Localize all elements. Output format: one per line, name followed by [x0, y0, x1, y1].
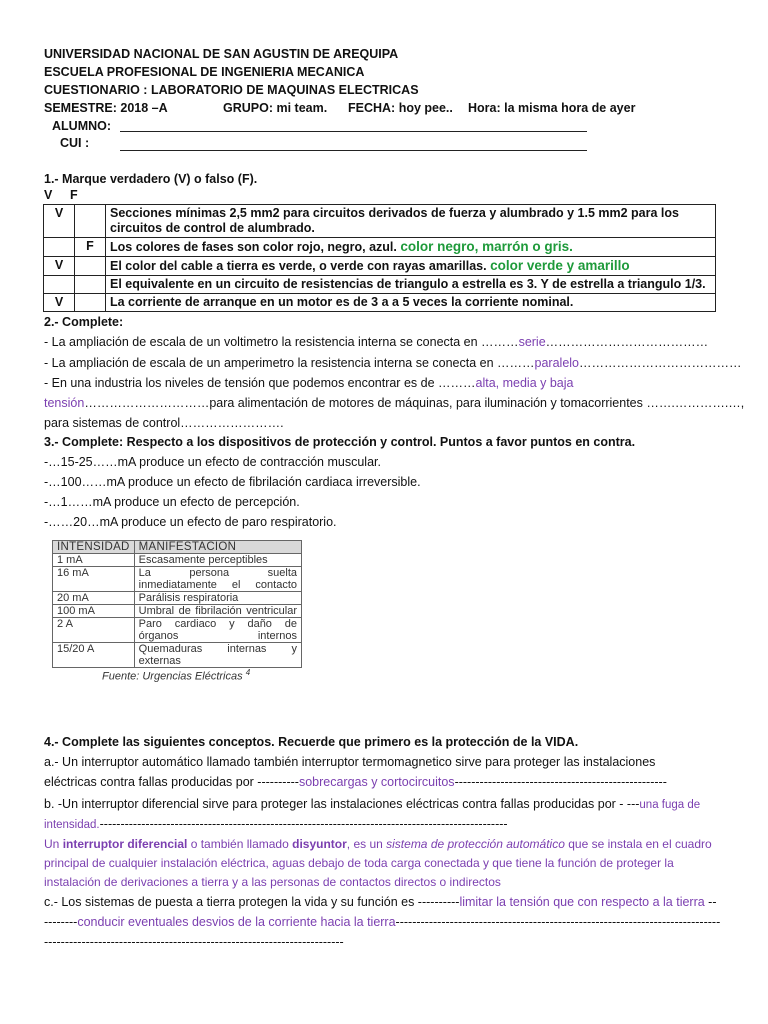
q1-col-v: V — [44, 188, 53, 202]
manifestation-cell: Parálisis respiratoria — [134, 592, 301, 605]
q1-row — [44, 205, 716, 238]
manifestation-cell: Umbral de fibrilación ventricular — [134, 605, 301, 618]
source-text: Fuente: Urgencias Eléctricas — [102, 670, 243, 683]
q1-statement — [106, 205, 716, 238]
q4-c-line1 — [44, 894, 717, 910]
q2-dots: ………………………………… — [579, 356, 742, 370]
alumno-line — [120, 131, 587, 132]
q1-statement — [106, 257, 716, 276]
q1-statement — [106, 276, 716, 294]
q1-title: 1.- Marque verdadero (V) o falso (F). — [44, 172, 258, 186]
q4-b-line2 — [44, 816, 508, 833]
header-grupo: GRUPO: mi team. — [223, 101, 328, 115]
q1-answer: color negro, marrón o gris. — [400, 239, 573, 254]
table-row — [53, 618, 302, 643]
q4-dashes: ------------------------------------------------------------------------------ — [395, 915, 721, 929]
q2-answer: tensión — [44, 396, 85, 410]
manifestation-header: MANIFESTACION — [134, 541, 301, 554]
header-course: CUESTIONARIO : LABORATORIO DE MAQUINAS ELECTRICAS — [44, 83, 419, 97]
intensity-header: INTENSIDAD — [53, 541, 135, 554]
table-row — [53, 592, 302, 605]
q1-answer: color verde y amarillo — [490, 258, 630, 273]
q2-line-amperimetro — [44, 355, 742, 371]
q3-line: -…1……mA produce un efecto de percepción. — [44, 495, 300, 509]
q2-line-control: para sistemas de control……………………. — [44, 416, 284, 430]
q1-row — [44, 257, 716, 276]
q4-title: 4.- Complete las siguientes conceptos. Recuerde que primero es la protección de la VIDA. — [44, 735, 579, 749]
q4-a-line2 — [44, 774, 667, 790]
q2-title: 2.- Complete: — [44, 315, 124, 329]
q2-line-niveles — [44, 375, 573, 391]
q4-a-line1: a.- Un interruptor automático llamado también interruptor termomagnetico sirve para proteger las instalaciones — [44, 755, 656, 769]
q4-answer: intensidad. — [44, 819, 100, 831]
q4-text: eléctricas contra fallas producidas por ---------- — [44, 775, 299, 789]
q1-f-cell — [75, 257, 106, 276]
table-row — [53, 643, 302, 668]
q2-text: …………………………para alimentación de motores de máquinas, para iluminación y tomacorrientes …….………….…, — [84, 396, 745, 410]
cui-line — [120, 150, 587, 151]
q4-def-term: disyuntor — [292, 837, 347, 851]
q1-row — [44, 294, 716, 312]
q1-v-cell: V — [44, 257, 75, 276]
intensity-cell: 100 mA — [53, 605, 135, 618]
q4-b-line1 — [44, 796, 700, 813]
q4-c-line3: ------------------------------------------------------------------------ — [44, 935, 344, 949]
q4-definition-line1 — [44, 836, 712, 852]
header-alumno-label: ALUMNO: — [52, 119, 112, 133]
q4-answer: limitar la tensión que con respecto a la tierra — [459, 895, 705, 909]
q4-answer: sobrecargas y cortocircuitos — [298, 775, 455, 789]
q4-def-text: o también llamado — [187, 837, 293, 851]
header-fecha: FECHA: hoy pee.. — [348, 101, 453, 115]
manifestation-cell: Quemaduras internas y externas — [134, 643, 301, 668]
table-source — [102, 668, 302, 683]
q3-line: -…15-25……mA produce un efecto de contracción muscular. — [44, 455, 381, 469]
q2-answer: paralelo — [534, 356, 580, 370]
q3-line: -…100……mA produce un efecto de fibrilación cardiaca irreversible. — [44, 475, 421, 489]
q4-answer: conducir eventuales desvios de la corriente hacia la tierra — [77, 915, 396, 929]
q4-def-text: Un — [44, 837, 63, 851]
q1-v-cell — [44, 238, 75, 257]
header-hora: Hora: la misma hora de ayer — [468, 101, 636, 115]
intensity-cell: 15/20 A — [53, 643, 135, 668]
header-school: ESCUELA PROFESIONAL DE INGENIERIA MECANICA — [44, 65, 365, 79]
source-sup: 4 — [245, 668, 251, 677]
q1-v-cell — [44, 276, 75, 294]
q4-def-text: que se instala en el cuadro — [564, 837, 712, 851]
q4-def-term: interruptor diferencial — [62, 837, 188, 851]
q4-dashes: --------------------------------------------------- — [454, 775, 667, 789]
q2-text: - La ampliación de escala de un voltimetro la resistencia interna se conecta en ……… — [44, 335, 519, 349]
q2-line-tension — [44, 395, 744, 411]
q1-f-cell — [75, 294, 106, 312]
q1-text: Secciones mínimas 2,5 mm2 para circuitos derivados de fuerza y alumbrado y 1.5 mm2 para los circuitos de control de alumbrado. — [110, 206, 679, 235]
q1-text: El color del cable a tierra es verde, o verde con rayas amarillas. — [110, 259, 487, 273]
q4-def-italic: sistema de protección automático — [386, 837, 565, 851]
q1-statement — [106, 294, 716, 312]
q1-v-cell: V — [44, 205, 75, 238]
q1-text: Los colores de fases son color rojo, negro, azul. — [110, 240, 397, 254]
q1-table — [43, 204, 716, 312]
q1-row — [44, 238, 716, 257]
q1-col-f: F — [70, 188, 78, 202]
intensity-cell: 16 mA — [53, 567, 135, 592]
intensity-cell: 20 mA — [53, 592, 135, 605]
q4-definition-line2: principal de cualquier instalación eléctrica, aguas debajo de toda carga conectada y que tiene la función de proteger la — [44, 856, 674, 870]
q2-answer: alta, media y baja — [475, 376, 574, 390]
q3-title: 3.- Complete: Respecto a los dispositivos de protección y control. Puntos a favor puntos en contra. — [44, 435, 636, 449]
q1-f-cell — [75, 276, 106, 294]
q1-f-cell — [75, 205, 106, 238]
q4-def-text: , es un — [346, 837, 387, 851]
q2-text: - La ampliación de escala de un amperimetro la resistencia interna se conecta en ……… — [44, 356, 535, 370]
manifestation-cell: Escasamente perceptibles — [134, 554, 301, 567]
q3-line: -……20…mA produce un efecto de paro respiratorio. — [44, 515, 337, 529]
q4-dashes: -------- — [44, 915, 78, 929]
header-semestre: SEMESTRE: 2018 –A — [44, 101, 168, 115]
header-university: UNIVERSIDAD NACIONAL DE SAN AGUSTIN DE AREQUIPA — [44, 47, 399, 61]
q2-dots: ………………………………… — [545, 335, 709, 349]
header-cui-label: CUI : — [60, 136, 90, 150]
intensity-cell: 1 mA — [53, 554, 135, 567]
q4-definition-line3: instalación de derivaciones a tierra y a las personas de contactos directos o indirectos — [44, 875, 501, 889]
q4-text: b. -Un interruptor diferencial sirve para proteger las instalaciones eléctricas contra fallas producidas por - --- — [44, 797, 640, 811]
intensity-cell: 2 A — [53, 618, 135, 643]
intensity-table — [52, 540, 302, 668]
q4-dashes: -------------------------------------------------------------------------------------------------- — [99, 817, 508, 831]
q1-text: La corriente de arranque en un motor es de 3 a a 5 veces la corriente nominal. — [110, 295, 574, 309]
q1-f-cell: F — [75, 238, 106, 257]
table-row — [53, 554, 302, 567]
q1-text: El equivalente en un circuito de resistencias de triangulo a estrella es 3. Y de estrella a triangulo 1/3. — [110, 277, 706, 291]
q2-line-voltimetro — [44, 334, 708, 350]
q1-statement — [106, 238, 716, 257]
q1-v-cell: V — [44, 294, 75, 312]
table-row — [53, 567, 302, 592]
manifestation-cell: La persona suelta inmediatamente el contacto — [134, 567, 301, 592]
q4-dashes: -- — [704, 895, 717, 909]
q4-answer: una fuga de — [639, 799, 701, 811]
q2-text: - En una industria los niveles de tensión que podemos encontrar es de ……… — [44, 376, 476, 390]
manifestation-cell: Paro cardiaco y daño de órganos internos — [134, 618, 301, 643]
q2-answer: serie — [518, 335, 546, 349]
q1-row — [44, 276, 716, 294]
q4-c-line2 — [44, 914, 720, 930]
table-row — [53, 605, 302, 618]
q4-text: c.- Los sistemas de puesta a tierra protegen la vida y su función es ---------- — [44, 895, 460, 909]
intensity-table-image — [52, 540, 302, 683]
